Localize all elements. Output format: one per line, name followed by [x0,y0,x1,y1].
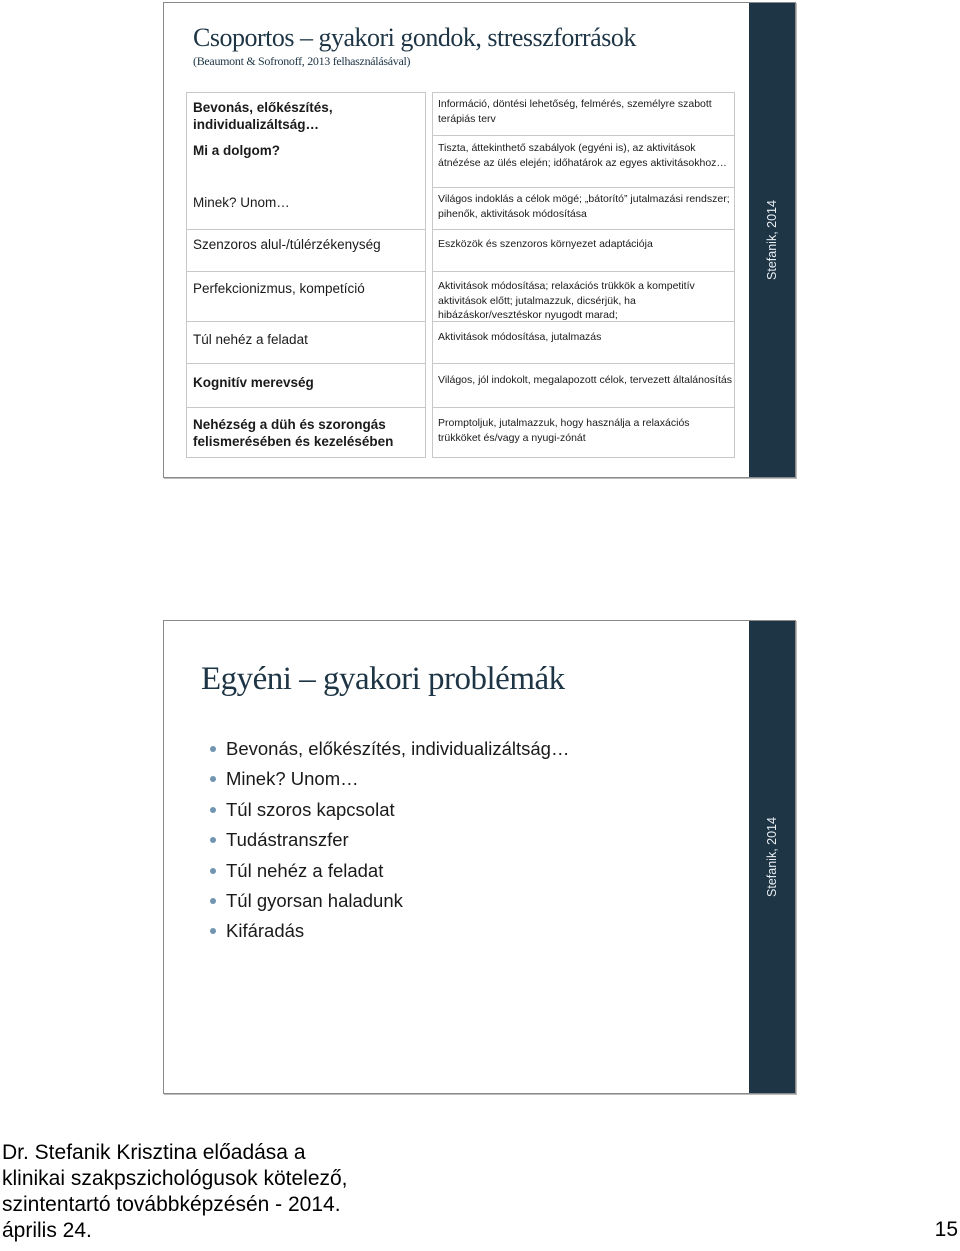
slide-2 [163,620,796,1094]
solutions-column [432,92,735,458]
slide-1 [163,2,796,478]
list-item-text: Tudástranszfer [226,829,349,851]
solution-cell: Információ, döntési lehetőség, felmérés, személyre szabott terápiás terv [438,98,712,125]
problems-column [186,92,426,458]
problem-cell: Mi a dolgom? [193,143,280,158]
problem-cell: Perfekcionizmus, kompetíció [193,281,365,296]
divider [433,363,734,364]
footer-line: szintentartó továbbképzésén - 2014. [2,1193,341,1216]
problems-solutions-table [186,92,734,458]
divider [187,229,425,230]
solution-cell: Világos indoklás a célok mögé; „bátorító” jutalmazási rendszer; pihenők, aktivitások módosítása [438,193,730,220]
side-stripe [749,3,795,477]
problem-cell: Túl nehéz a feladat [193,332,308,347]
solution-cell: Aktivitások módosítása, jutalmazás [438,331,602,343]
solution-cell: Világos, jól indokolt, megalapozott célok, tervezett általánosítás [438,374,732,386]
solution-cell: Tiszta, áttekinthető szabályok (egyéni is), az aktivitások átnézése az ülés elején; időhatárok az egyes aktivitásokhoz… [438,142,727,169]
problem-cell: Nehézség a düh és szorongás felismerésében és kezelésében [193,417,394,450]
divider [433,321,734,322]
bullet-icon [210,837,216,843]
author-year-label: Stefanik, 2014 [765,200,779,280]
divider [187,363,425,364]
bullet-icon [210,746,216,752]
bullet-icon [210,898,216,904]
list-item-text: Túl nehéz a feladat [226,859,384,881]
divider [433,271,734,272]
divider [433,229,734,230]
list-item [208,764,569,794]
bullet-icon [210,807,216,813]
divider [433,187,734,188]
footer-line: klinikai szakpszichológusok kötelező, [2,1167,348,1190]
problem-cell: Kognitív merevség [193,375,314,390]
problem-cell: Szenzoros alul-/túlérzékenység [193,237,381,252]
bullet-list [208,734,569,947]
list-item [208,856,569,886]
bullet-icon [210,868,216,874]
list-item-text: Túl szoros kapcsolat [226,798,395,820]
solution-cell: Aktivitások módosítása; relaxációs trükkök a kompetitív aktivitások előtt; jutalmazzuk, dicsérjük, ha hibázáskor/vesztéskor nyugodt marad; [438,280,695,322]
problem-cell: Bevonás, előkészítés, individualizáltság… [193,100,333,133]
divider [187,271,425,272]
bullet-icon [210,928,216,934]
page-footer [2,1140,348,1244]
author-year-label: Stefanik, 2014 [765,817,779,897]
list-item-text: Minek? Unom… [226,768,359,790]
list-item-text: Túl gyorsan haladunk [226,890,403,912]
slide-1-title: Csoportos – gyakori gondok, stresszforrások [193,23,636,52]
list-item-text: Kifáradás [226,920,305,942]
page-number: 15 [934,1218,958,1241]
problem-cell: Minek? Unom… [193,195,290,210]
slide-1-subtitle: (Beaumont & Sofronoff, 2013 felhasználásával) [193,54,411,68]
list-item [208,734,569,764]
list-item-text: Bevonás, előkészítés, individualizáltság… [226,738,570,759]
solution-cell: Promptoljuk, jutalmazzuk, hogy használja a relaxációs trükköket és/vagy a nyugi-zónát [438,417,690,444]
list-item [208,886,569,916]
list-item [208,825,569,855]
divider [187,321,425,322]
footer-line: Dr. Stefanik Krisztina előadása a [2,1141,306,1164]
divider [187,407,425,408]
solution-cell: Eszközök és szenzoros környezet adaptációja [438,238,653,250]
divider [433,407,734,408]
divider [433,135,734,136]
footer-line: április 24. [2,1219,92,1242]
list-item [208,795,569,825]
slide-2-title: Egyéni – gyakori problémák [201,661,565,697]
list-item [208,916,569,946]
side-stripe [749,621,795,1093]
bullet-icon [210,776,216,782]
